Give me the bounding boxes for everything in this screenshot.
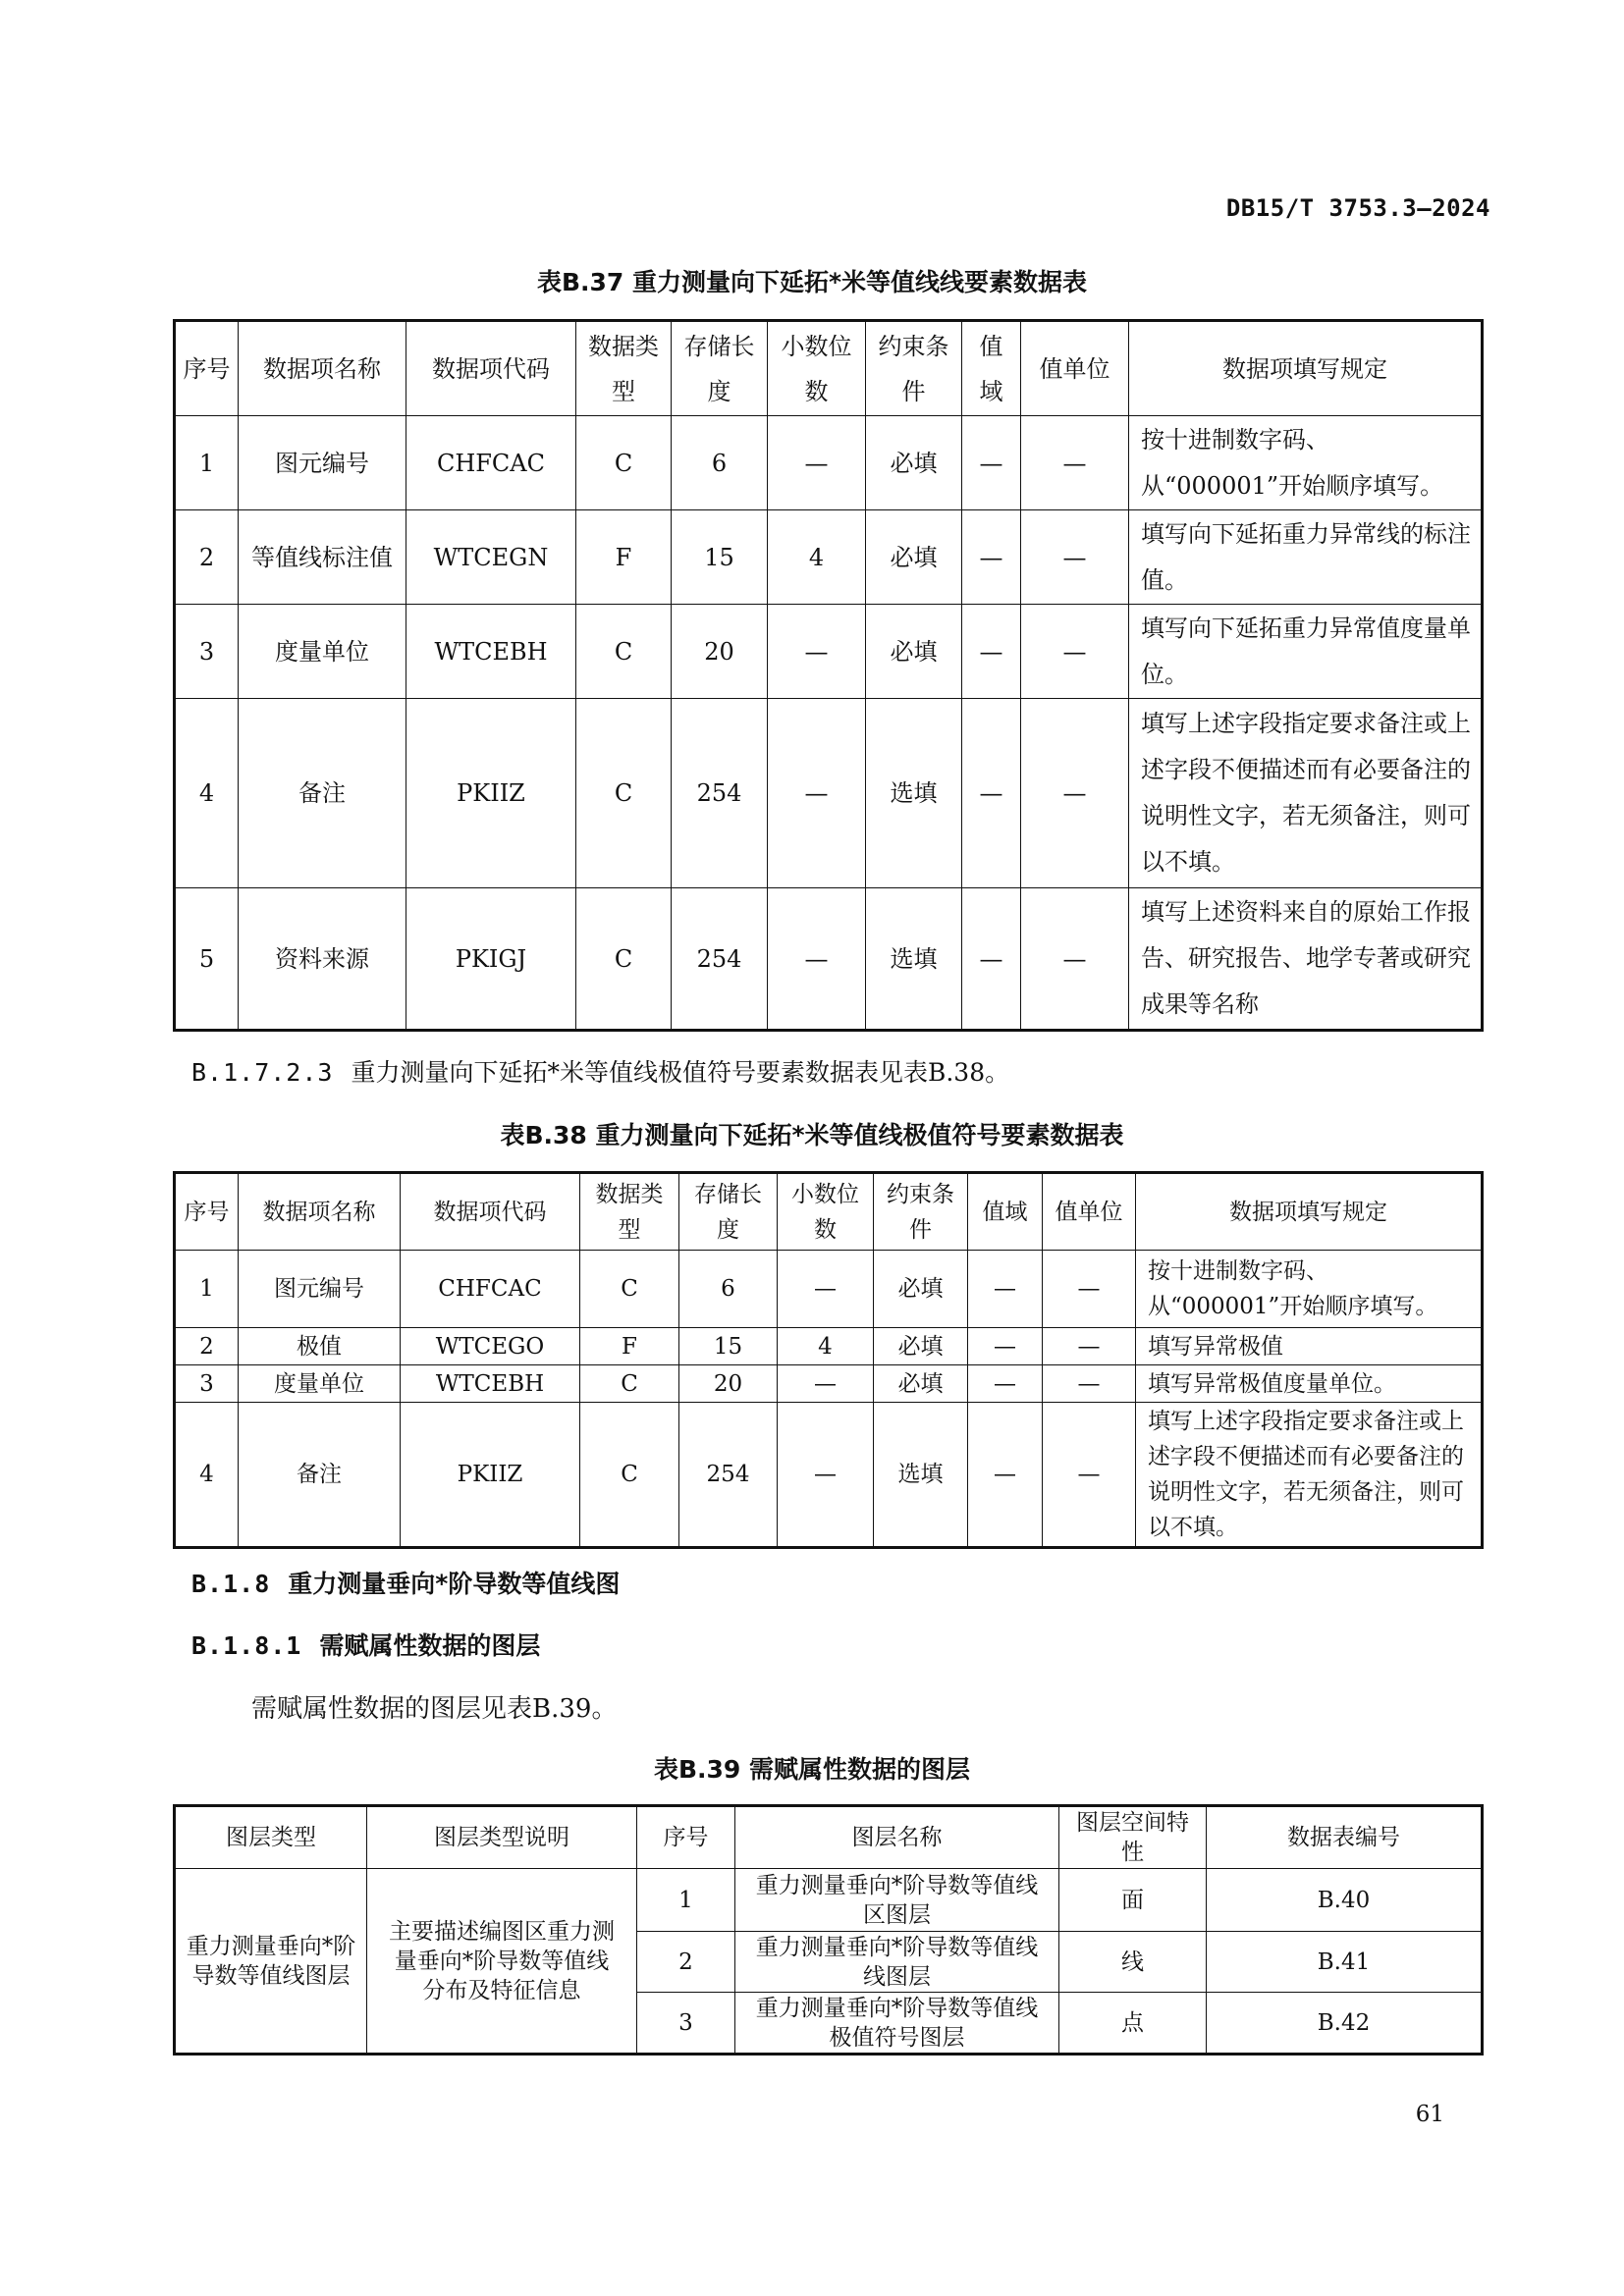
cell-unit: — bbox=[1021, 416, 1129, 510]
cell-rule: 按十进制数字码、从“000001”开始顺序填写。 bbox=[1136, 1251, 1483, 1328]
col-header-layer-type: 图层类型 bbox=[175, 1806, 367, 1869]
cell-constraint: 必填 bbox=[874, 1251, 968, 1328]
cell-no: 4 bbox=[175, 1403, 239, 1548]
cell-constraint: 必填 bbox=[874, 1365, 968, 1403]
cell-rule: 填写上述字段指定要求备注或上述字段不便描述而有必要备注的说明性文字，若无须备注，则可以不填。 bbox=[1136, 1403, 1483, 1548]
col-header-spatial: 图层空间特性 bbox=[1059, 1806, 1207, 1869]
cell-length: 15 bbox=[672, 510, 768, 605]
table-row bbox=[175, 605, 1483, 699]
cell-no: 5 bbox=[175, 888, 239, 1031]
cell-constraint: 选填 bbox=[866, 888, 962, 1031]
cell-no: 3 bbox=[175, 1365, 239, 1403]
cell-rule: 填写向下延拓重力异常线的标注值。 bbox=[1129, 510, 1483, 605]
cell-unit: — bbox=[1043, 1403, 1136, 1548]
col-header-rule: 数据项填写规定 bbox=[1129, 321, 1483, 416]
cell-spatial: 线 bbox=[1059, 1932, 1207, 1993]
cell-type: C bbox=[580, 1251, 679, 1328]
cell-type: C bbox=[576, 416, 672, 510]
cell-name: 度量单位 bbox=[239, 605, 406, 699]
cell-domain: — bbox=[962, 416, 1021, 510]
table-row bbox=[175, 1251, 1483, 1328]
cell-name: 备注 bbox=[239, 1403, 401, 1548]
clause-b1723 bbox=[191, 1053, 1009, 1089]
section-number: B.1.8 bbox=[191, 1570, 271, 1598]
col-header-no: 序号 bbox=[175, 1173, 239, 1251]
cell-domain: — bbox=[968, 1403, 1043, 1548]
cell-domain: — bbox=[962, 510, 1021, 605]
table-row bbox=[175, 699, 1483, 888]
section-title: 需赋属性数据的图层 bbox=[319, 1631, 541, 1660]
cell-domain: — bbox=[968, 1328, 1043, 1365]
cell-type: C bbox=[576, 605, 672, 699]
cell-length: 15 bbox=[679, 1328, 778, 1365]
cell-name: 图元编号 bbox=[239, 1251, 401, 1328]
cell-rule: 填写异常极值度量单位。 bbox=[1136, 1365, 1483, 1403]
col-header-unit: 值单位 bbox=[1043, 1173, 1136, 1251]
col-header-code: 数据项代码 bbox=[401, 1173, 580, 1251]
cell-unit: — bbox=[1021, 888, 1129, 1031]
cell-name: 等值线标注值 bbox=[239, 510, 406, 605]
cell-unit: — bbox=[1021, 605, 1129, 699]
table-row bbox=[175, 1365, 1483, 1403]
section-b18-heading bbox=[191, 1565, 620, 1600]
cell-layer-name: 重力测量垂向*阶导数等值线线图层 bbox=[735, 1932, 1059, 1993]
cell-name: 图元编号 bbox=[239, 416, 406, 510]
cell-constraint: 选填 bbox=[866, 699, 962, 888]
cell-name: 备注 bbox=[239, 699, 406, 888]
cell-layer-desc: 主要描述编图区重力测量垂向*阶导数等值线分布及特征信息 bbox=[367, 1869, 637, 2055]
table-b39-caption: 表B.39 需赋属性数据的图层 bbox=[653, 1755, 971, 1784]
col-header-length: 存储长度 bbox=[672, 321, 768, 416]
cell-no: 3 bbox=[637, 1993, 735, 2055]
cell-code: PKIIZ bbox=[406, 699, 576, 888]
cell-no: 3 bbox=[175, 605, 239, 699]
cell-code: CHFCAC bbox=[406, 416, 576, 510]
cell-domain: — bbox=[962, 699, 1021, 888]
cell-layer-name: 重力测量垂向*阶导数等值线区图层 bbox=[735, 1869, 1059, 1932]
col-header-decimals: 小数位数 bbox=[768, 321, 866, 416]
col-header-name: 数据项名称 bbox=[239, 1173, 401, 1251]
cell-spatial: 点 bbox=[1059, 1993, 1207, 2055]
cell-type: F bbox=[580, 1328, 679, 1365]
cell-no: 1 bbox=[637, 1869, 735, 1932]
cell-domain: — bbox=[962, 888, 1021, 1031]
table-b38 bbox=[173, 1171, 1484, 1549]
cell-code: PKIIZ bbox=[401, 1403, 580, 1548]
table-row bbox=[175, 416, 1483, 510]
cell-table-no: B.40 bbox=[1207, 1869, 1483, 1932]
cell-name: 极值 bbox=[239, 1328, 401, 1365]
cell-unit: — bbox=[1021, 510, 1129, 605]
cell-length: 254 bbox=[672, 888, 768, 1031]
clause-text: 重力测量向下延拓*米等值线极值符号要素数据表见表B.38。 bbox=[351, 1058, 1010, 1087]
cell-no: 4 bbox=[175, 699, 239, 888]
cell-decimals: — bbox=[768, 605, 866, 699]
cell-name: 资料来源 bbox=[239, 888, 406, 1031]
cell-rule: 填写异常极值 bbox=[1136, 1328, 1483, 1365]
col-header-domain: 值域 bbox=[962, 321, 1021, 416]
cell-code: CHFCAC bbox=[401, 1251, 580, 1328]
cell-no: 2 bbox=[637, 1932, 735, 1993]
cell-constraint: 必填 bbox=[866, 510, 962, 605]
col-header-constraint: 约束条件 bbox=[866, 321, 962, 416]
cell-decimals: — bbox=[778, 1403, 874, 1548]
cell-domain: — bbox=[962, 605, 1021, 699]
section-number: B.1.8.1 bbox=[191, 1631, 302, 1660]
table-row bbox=[175, 510, 1483, 605]
cell-rule: 填写向下延拓重力异常值度量单位。 bbox=[1129, 605, 1483, 699]
cell-type: F bbox=[576, 510, 672, 605]
cell-constraint: 必填 bbox=[866, 605, 962, 699]
cell-length: 6 bbox=[679, 1251, 778, 1328]
cell-decimals: 4 bbox=[768, 510, 866, 605]
cell-length: 20 bbox=[679, 1365, 778, 1403]
table-header-row bbox=[175, 321, 1483, 416]
cell-decimals: — bbox=[778, 1365, 874, 1403]
cell-constraint: 选填 bbox=[874, 1403, 968, 1548]
cell-layer-name: 重力测量垂向*阶导数等值线极值符号图层 bbox=[735, 1993, 1059, 2055]
col-header-code: 数据项代码 bbox=[406, 321, 576, 416]
cell-decimals: — bbox=[768, 888, 866, 1031]
cell-code: WTCEBH bbox=[401, 1365, 580, 1403]
cell-no: 1 bbox=[175, 1251, 239, 1328]
cell-length: 6 bbox=[672, 416, 768, 510]
cell-layer-type: 重力测量垂向*阶导数等值线图层 bbox=[175, 1869, 367, 2055]
table-b37 bbox=[173, 319, 1484, 1032]
cell-unit: — bbox=[1043, 1328, 1136, 1365]
clause-number: B.1.7.2.3 bbox=[191, 1058, 334, 1087]
cell-type: C bbox=[580, 1403, 679, 1548]
page-number: 61 bbox=[1415, 2102, 1444, 2127]
paragraph-b181: 需赋属性数据的图层见表B.39。 bbox=[251, 1694, 618, 1724]
cell-spatial: 面 bbox=[1059, 1869, 1207, 1932]
cell-constraint: 必填 bbox=[874, 1328, 968, 1365]
cell-unit: — bbox=[1043, 1365, 1136, 1403]
cell-type: C bbox=[576, 888, 672, 1031]
table-row bbox=[175, 1403, 1483, 1548]
section-title: 重力测量垂向*阶导数等值线图 bbox=[288, 1570, 621, 1598]
col-header-constraint: 约束条件 bbox=[874, 1173, 968, 1251]
cell-code: WTCEBH bbox=[406, 605, 576, 699]
col-header-domain: 值域 bbox=[968, 1173, 1043, 1251]
col-header-type: 数据类型 bbox=[580, 1173, 679, 1251]
col-header-name: 数据项名称 bbox=[239, 321, 406, 416]
cell-rule: 按十进制数字码、从“000001”开始顺序填写。 bbox=[1129, 416, 1483, 510]
cell-type: C bbox=[580, 1365, 679, 1403]
cell-code: PKIGJ bbox=[406, 888, 576, 1031]
cell-unit: — bbox=[1021, 699, 1129, 888]
col-header-type: 数据类型 bbox=[576, 321, 672, 416]
cell-no: 2 bbox=[175, 1328, 239, 1365]
col-header-table-no: 数据表编号 bbox=[1207, 1806, 1483, 1869]
table-row bbox=[175, 888, 1483, 1031]
cell-table-no: B.41 bbox=[1207, 1932, 1483, 1993]
cell-unit: — bbox=[1043, 1251, 1136, 1328]
col-header-decimals: 小数位数 bbox=[778, 1173, 874, 1251]
col-header-unit: 值单位 bbox=[1021, 321, 1129, 416]
table-row bbox=[175, 1869, 1483, 1932]
table-b37-caption: 表B.37 重力测量向下延拓*米等值线线要素数据表 bbox=[536, 268, 1088, 296]
cell-length: 20 bbox=[672, 605, 768, 699]
cell-code: WTCEGN bbox=[406, 510, 576, 605]
col-header-no: 序号 bbox=[175, 321, 239, 416]
cell-length: 254 bbox=[672, 699, 768, 888]
cell-rule: 填写上述资料来自的原始工作报告、研究报告、地学专著或研究成果等名称 bbox=[1129, 888, 1483, 1031]
cell-decimals: — bbox=[768, 699, 866, 888]
cell-table-no: B.42 bbox=[1207, 1993, 1483, 2055]
cell-no: 2 bbox=[175, 510, 239, 605]
table-row bbox=[175, 1328, 1483, 1365]
table-b39 bbox=[173, 1804, 1484, 2056]
cell-length: 254 bbox=[679, 1403, 778, 1548]
col-header-layer-name: 图层名称 bbox=[735, 1806, 1059, 1869]
cell-type: C bbox=[576, 699, 672, 888]
cell-no: 1 bbox=[175, 416, 239, 510]
col-header-layer-desc: 图层类型说明 bbox=[367, 1806, 637, 1869]
cell-rule: 填写上述字段指定要求备注或上述字段不便描述而有必要备注的说明性文字，若无须备注，则可以不填。 bbox=[1129, 699, 1483, 888]
document-code: DB15/T 3753.3—2024 bbox=[1225, 194, 1490, 222]
table-header-row bbox=[175, 1173, 1483, 1251]
cell-decimals: — bbox=[778, 1251, 874, 1328]
cell-code: WTCEGO bbox=[401, 1328, 580, 1365]
table-b38-caption: 表B.38 重力测量向下延拓*米等值线极值符号要素数据表 bbox=[500, 1121, 1124, 1149]
col-header-length: 存储长度 bbox=[679, 1173, 778, 1251]
col-header-rule: 数据项填写规定 bbox=[1136, 1173, 1483, 1251]
table-header-row bbox=[175, 1806, 1483, 1869]
col-header-no: 序号 bbox=[637, 1806, 735, 1869]
section-b181-heading bbox=[191, 1627, 540, 1662]
cell-name: 度量单位 bbox=[239, 1365, 401, 1403]
cell-domain: — bbox=[968, 1365, 1043, 1403]
cell-decimals: 4 bbox=[778, 1328, 874, 1365]
cell-decimals: — bbox=[768, 416, 866, 510]
cell-constraint: 必填 bbox=[866, 416, 962, 510]
cell-domain: — bbox=[968, 1251, 1043, 1328]
